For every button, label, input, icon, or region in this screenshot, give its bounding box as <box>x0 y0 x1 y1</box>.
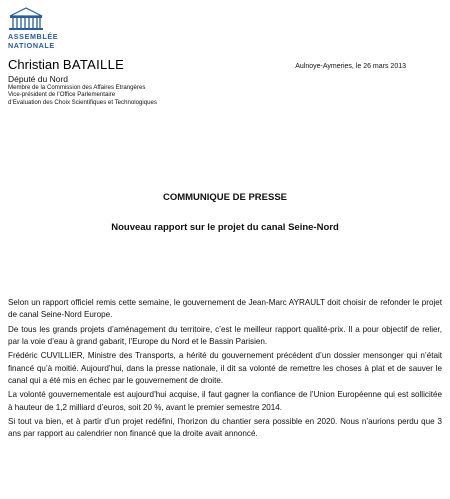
logo-line-2: NATIONALE <box>8 41 55 50</box>
press-release-heading: COMMUNIQUE DE PRESSE <box>162 192 288 203</box>
press-release-subheading: Nouveau rapport sur le projet du canal Seine-Nord <box>111 222 339 233</box>
body-paragraph: Selon un rapport officiel remis cette semaine, le gouvernement de Jean-Marc AYRAULT doit choisir de refonder le projet de canal Seine-Nord Europe. <box>8 298 442 320</box>
press-release-body <box>8 297 442 443</box>
author-function-1: Membre de la Commission des Affaires Etrangères <box>8 84 146 91</box>
author-function-3: d’Evaluation des Choix Scientifiques et Technologiques <box>8 98 157 106</box>
author-block <box>8 58 157 106</box>
body-paragraph: De tous les grands projets d’aménagement du territoire, c’est le meilleur rapport qualité-prix. Il a pour objectif de relier, par la voie d’eau à grand gabarit, l’Europe du Nord et le Bassin Parisien. <box>8 324 442 346</box>
assemblee-nationale-logo <box>8 6 68 50</box>
author-name <box>8 58 157 72</box>
author-last-name: BATAILLE <box>62 57 125 72</box>
body-paragraph: La volonté gouvernementale est aujourd’hui acquise, il faut gagner la confiance de l’Union Européenne qui est sollicitée à hauteur de 1,2 milliard d’euros, soit 20 %, avant le premier semestre 2014. <box>8 390 442 412</box>
body-paragraph: Frédéric CUVILLIER, Ministre des Transports, a hérité du gouvernement précédent d’un dossier mensonger qui n’était financé qu’à moitié. Aujourd’hui, dans la presse nationale, il dit sa volonté de remettre les choses à plat et de sauver le canal qui a été mis en échec par le gouvernement de droite. <box>8 351 442 385</box>
dateline: Aulnoye-Aymeries, le 26 mars 2013 <box>295 63 406 70</box>
logo-line-1: ASSEMBLÉE <box>8 32 59 41</box>
author-function-2: Vice-président de l’Office Parlementaire <box>8 91 116 99</box>
parliament-building-icon <box>8 6 44 32</box>
author-title: Député du Nord <box>8 74 69 84</box>
body-paragraph: Si tout va bien, et à partir d’un projet redéfini, l’horizon du chantier sera possible en 2020. Nous n’aurions perdu que 3 ans par rapport au calendrier non financé que la droite avait annoncé. <box>8 417 442 439</box>
author-first-name: Christian <box>8 57 60 72</box>
